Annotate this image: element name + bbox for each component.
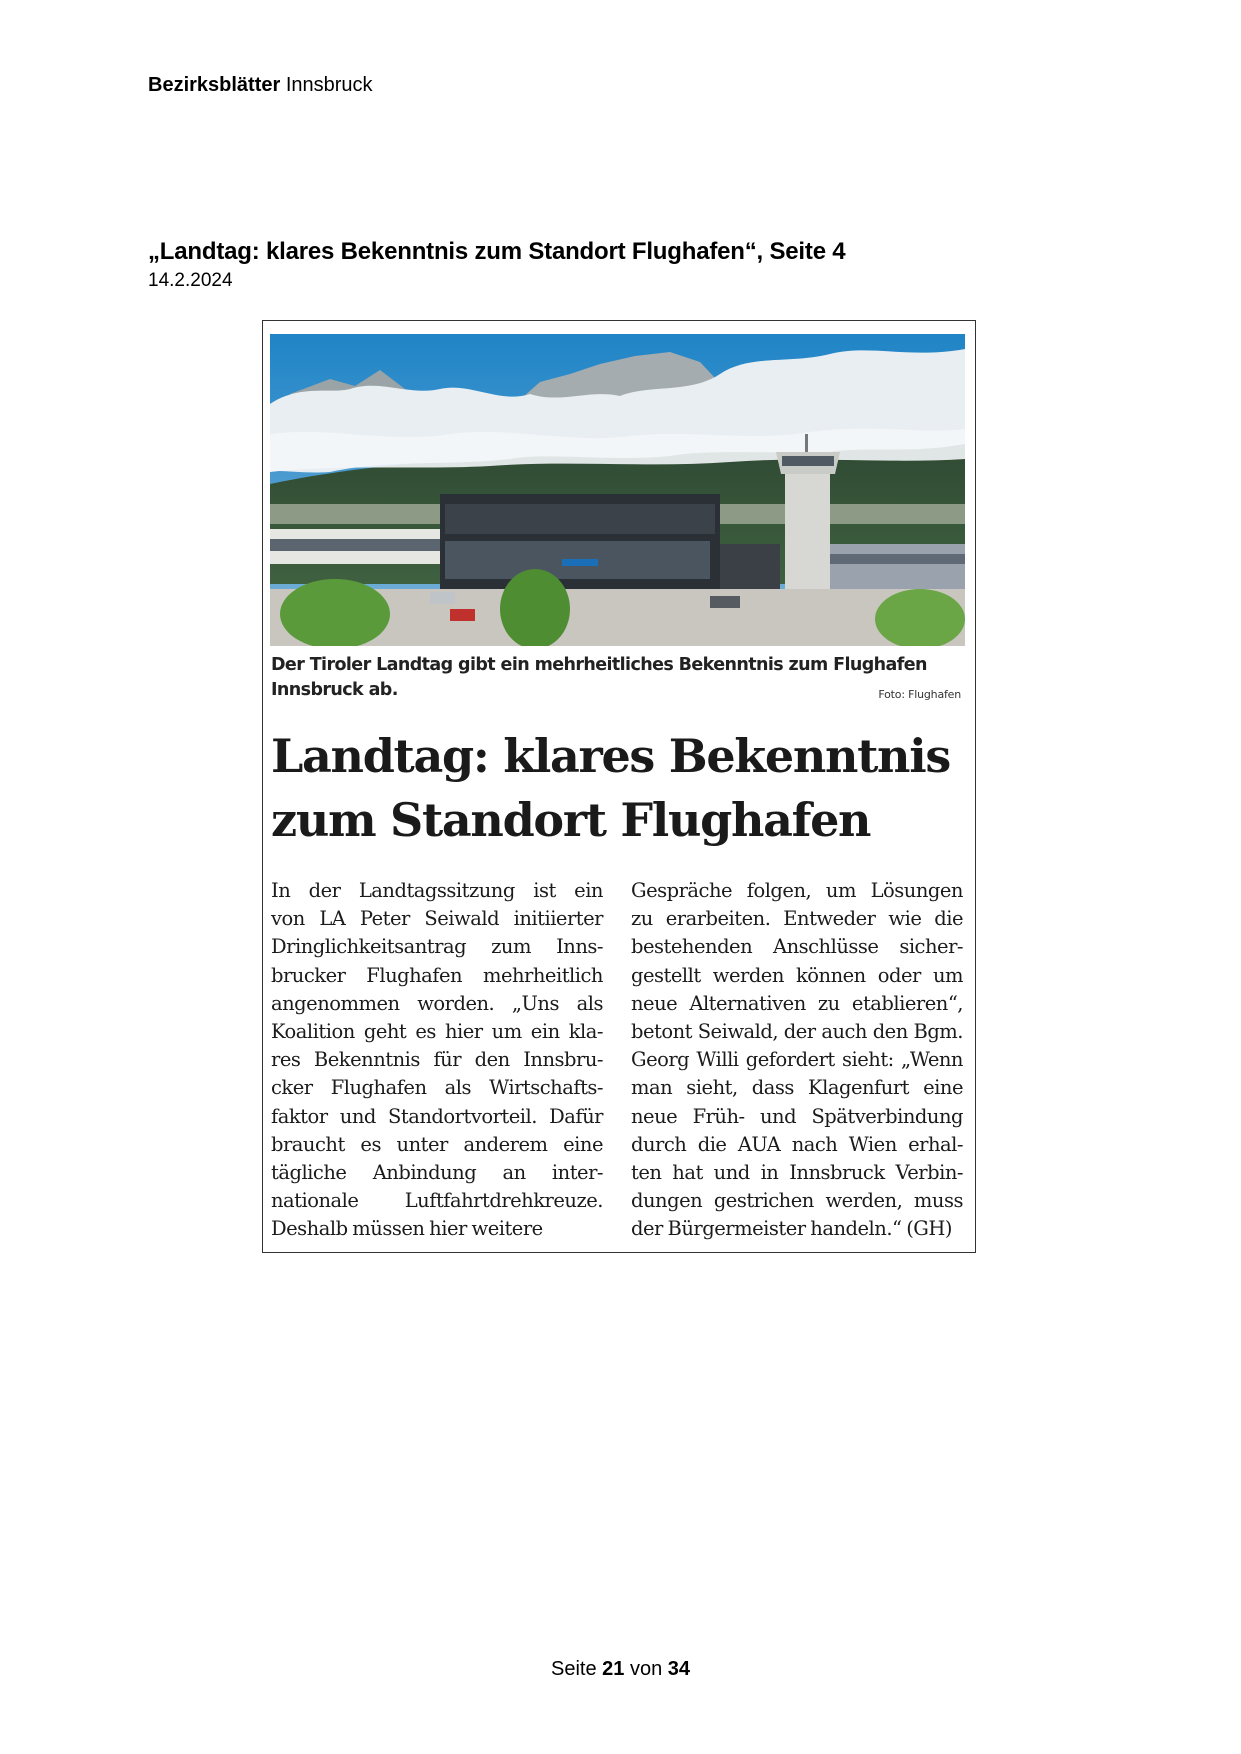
- article-text-line: ten hat und in Innsbruck Verbin-: [631, 1160, 963, 1184]
- article-reference-title: „Landtag: klares Bekenntnis zum Standort Flughafen“, Seite 4: [148, 238, 846, 265]
- article-text-line: durch die AUA nach Wien erhal-: [631, 1132, 963, 1156]
- article-text-line: res Bekenntnis für den Innsbru-: [271, 1048, 603, 1072]
- photo-caption: Der Tiroler Landtag gibt ein mehrheitliches Bekenntnis zum Flughafen Innsbruck ab.: [271, 655, 927, 700]
- publication-header: [148, 74, 373, 97]
- car: [710, 596, 740, 608]
- article-text-line: betont Seiwald, der auch den Bgm.: [631, 1019, 963, 1043]
- tree: [500, 569, 570, 646]
- tree: [280, 579, 390, 646]
- article-text-line: neue Früh- und Spätverbindung: [631, 1104, 963, 1128]
- article-text-line: brucker Flughafen mehrheitlich: [271, 963, 603, 987]
- article-text-line: angenommen worden. „Uns als: [271, 991, 603, 1015]
- article-column-2: [631, 877, 963, 1243]
- article-text-line: braucht es unter anderem eine: [271, 1132, 603, 1156]
- article-text-line: Gespräche folgen, um Lösungen: [631, 879, 963, 902]
- article-text-line: dungen gestrichen werden, muss: [631, 1189, 963, 1213]
- connector-building: [720, 544, 780, 589]
- article-text-line: neue Alternativen zu etablieren“,: [631, 991, 963, 1015]
- article-text-line: gestellt werden können oder um: [631, 963, 963, 987]
- newspaper-clipping: [262, 320, 976, 1253]
- page-label: Seite: [550, 1658, 597, 1680]
- airport-photo-illustration: [270, 334, 965, 646]
- article-text-line: nationale Luftfahrtdrehkreuze.: [271, 1189, 603, 1213]
- publication-region: Innsbruck: [285, 74, 373, 96]
- publication-name: Bezirksblätter: [148, 74, 281, 96]
- article-text-line: von LA Peter Seiwald initiierter: [271, 907, 603, 931]
- terminal-wing-right: [825, 544, 965, 589]
- article-date: 14.2.2024: [148, 270, 233, 291]
- article-headline: [271, 724, 971, 852]
- article-text-line: cker Flughafen als Wirtschafts-: [271, 1076, 603, 1100]
- photo-credit: Foto: Flughafen: [878, 688, 961, 701]
- tower-antenna: [805, 434, 808, 452]
- current-page-number: 21: [602, 1658, 625, 1680]
- headline-line-2: zum Standort Flughafen: [271, 793, 871, 847]
- article-text-line: man sieht, dass Klagenfurt eine: [631, 1076, 963, 1100]
- car: [450, 609, 475, 621]
- page-separator: von: [629, 1658, 663, 1680]
- control-tower: [785, 464, 830, 594]
- article-text-line: bestehenden Anschlüsse sicher-: [631, 935, 963, 959]
- article-text-line: In der Landtagssitzung ist ein: [271, 879, 603, 902]
- article-text-line: Koalition geht es hier um ein kla-: [271, 1019, 603, 1043]
- window-band: [825, 554, 965, 564]
- car: [430, 592, 455, 604]
- terminal-facade-upper: [445, 504, 715, 534]
- article-text-line: Deshalb müssen hier weitere: [271, 1217, 543, 1241]
- article-text-line: faktor und Standortvorteil. Dafür: [271, 1104, 603, 1128]
- article-text-line: Georg Willi gefordert sieht: „Wenn: [631, 1048, 963, 1072]
- article-photo: [270, 334, 965, 646]
- total-page-count: 34: [667, 1658, 691, 1680]
- article-text-line: Dringlichkeitsantrag zum Inns-: [271, 935, 603, 959]
- headline-line-1: Landtag: klares Bekenntnis: [271, 729, 950, 783]
- article-column-1: [271, 877, 603, 1243]
- article-text-line: der Bürgermeister handeln.“ (GH): [631, 1217, 952, 1241]
- tower-windows: [782, 456, 834, 466]
- article-text-line: tägliche Anbindung an inter-: [271, 1160, 603, 1184]
- page-footer: [0, 1658, 1241, 1681]
- terminal-sign: [562, 559, 598, 566]
- article-text-line: zu erarbeiten. Entweder wie die: [631, 907, 963, 931]
- window-band: [270, 539, 440, 551]
